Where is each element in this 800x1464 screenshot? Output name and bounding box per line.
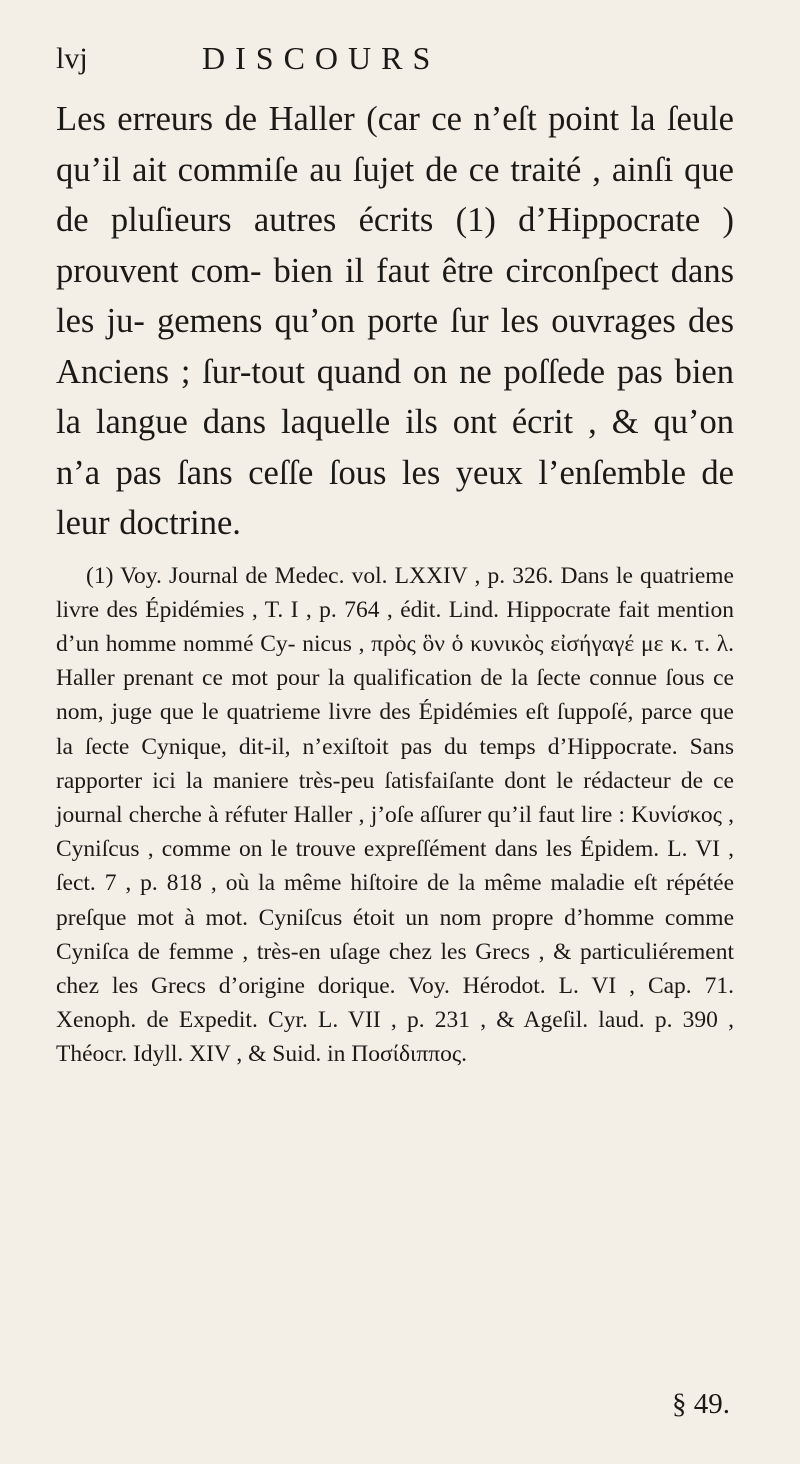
section-mark: § 49.	[672, 1388, 730, 1420]
page-folio: lvj	[56, 42, 88, 75]
body-paragraph: Les erreurs de Haller (car ce n’eſt point la ſeule qu’il ait commiſe au ſujet de ce traité , ainſi que de pluſieurs autres écrits (1) d’Hippocrate ) prouvent com- bien il faut être circonſpect dans les ju- gemens qu’on porte ſur les ouvrages des Anciens ; ſur-tout quand on ne poſſede pas bien la langue dans laquelle ils ont écrit , & qu’on n’a pas ſans ceſſe ſous les yeux l’enſemble de leur doctrine.	[56, 100, 734, 542]
footnote: (1) Voy. Journal de Medec. vol. LXXIV , p. 326. Dans le quatrieme livre des Épidémies , T. I , p. 764 , édit. Lind. Hippocrate fait mention d’un homme nommé Cy- nicus , πρὸς ὃν ὁ κυνικὸς εἰσήγαγέ με κ. τ. λ. Haller prenant ce mot pour la qualification de la ſecte connue ſous ce nom, juge que le quatrieme livre des Épidémies eſt ſuppoſé, parce que la ſecte Cynique, dit-il, n’exiſtoit pas du temps d’Hippocrate. Sans rapporter ici la maniere très-peu ſatisfaiſante dont le rédacteur de ce journal cherche à réfuter Haller , j’oſe aſſurer qu’il faut lire : Κυνίσκος , Cyniſcus , comme on le trouve expreſſément dans les Épidem. L. VI , ſect. 7 , p. 818 , où la même hiſtoire de la même maladie eſt répétée preſque mot à mot. Cyniſcus étoit un nom propre d’homme comme Cyniſca de femme , très-en uſage chez les Grecs , & particuliérement chez les Grecs d’origine dorique. Voy. Hérodot. L. VI , Cap. 71. Xenoph. de Expedit. Cyr. L. VII , p. 231 , & Ageſil. laud. p. 390 , Théocr. Idyll. XIV , & Suid. in Ποσίδιππος.	[56, 562, 734, 1068]
header-title: DISCOURS	[202, 40, 441, 76]
running-head	[56, 38, 734, 90]
